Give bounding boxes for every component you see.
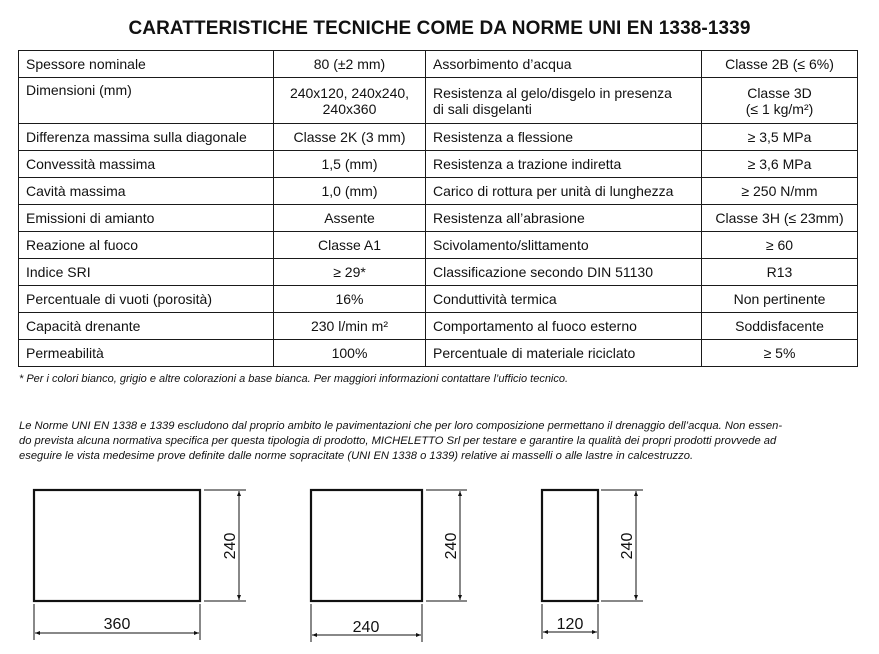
spec-value: [274, 78, 426, 124]
spec-label-line: di sali disgelanti: [433, 100, 532, 117]
spec-value: 1,5 (mm): [274, 151, 426, 178]
table-row: [19, 232, 858, 259]
note-line: Le Norme UNI EN 1338 e 1339 escludono dal proprio ambito le pavimentazioni che per loro composizione permettano il drenaggio dell’acqua. Non essen-: [19, 420, 783, 432]
note-line: do prevista alcuna normativa specifica per questa tipologia di prodotto, MICHELETTO Srl per testare e garantire la qualità dei propri prodotti provvede ad: [19, 435, 777, 447]
spec-label: Scivolamento/slittamento: [426, 232, 702, 259]
spec-value: Non pertinente: [702, 286, 858, 313]
block-drawing-360x240: [34, 490, 246, 640]
dimension-drawings: [0, 470, 879, 654]
spec-value: Soddisfacente: [702, 313, 858, 340]
spec-value: Classe 2B (≤ 6%): [702, 51, 858, 78]
table-row: [19, 178, 858, 205]
spec-value: Classe 2K (3 mm): [274, 124, 426, 151]
spec-label: Permeabilità: [19, 340, 274, 367]
spec-value: Assente: [274, 205, 426, 232]
spec-label: Emissioni di amianto: [19, 205, 274, 232]
specs-table: [18, 50, 858, 367]
block-outline: [34, 490, 200, 601]
table-row: [19, 124, 858, 151]
spec-label: Dimensioni (mm): [19, 78, 274, 124]
spec-value: [702, 78, 858, 124]
spec-value: 16%: [274, 286, 426, 313]
block-drawing-120x240: [542, 490, 643, 639]
page-title: CARATTERISTICHE TECNICHE COME DA NORME UNI EN 1338-1339: [128, 18, 751, 39]
spec-value: 230 l/min m²: [274, 313, 426, 340]
spec-label: Carico di rottura per unità di lunghezza: [426, 178, 702, 205]
spec-label: Capacità drenante: [19, 313, 274, 340]
table-row: [19, 340, 858, 367]
table-row: [19, 313, 858, 340]
spec-label: Resistenza all’abrasione: [426, 205, 702, 232]
table-row: [19, 286, 858, 313]
spec-label: Cavità massima: [19, 178, 274, 205]
spec-value: ≥ 250 N/mm: [702, 178, 858, 205]
spec-value: 80 (±2 mm): [274, 51, 426, 78]
spec-value-line: 240x360: [322, 100, 377, 117]
spec-value: ≥ 5%: [702, 340, 858, 367]
spec-label: Resistenza a flessione: [426, 124, 702, 151]
spec-label: [426, 78, 702, 124]
height-dimension-label: 240: [443, 532, 460, 560]
spec-value: 1,0 (mm): [274, 178, 426, 205]
spec-label: Resistenza a trazione indiretta: [426, 151, 702, 178]
spec-value: ≥ 3,6 MPa: [702, 151, 858, 178]
block-outline: [542, 490, 598, 601]
table-row: [19, 151, 858, 178]
block-drawing-240x240: [311, 490, 467, 642]
width-dimension-label: 120: [556, 616, 584, 633]
spec-label: Assorbimento d’acqua: [426, 51, 702, 78]
spec-value-line: 240x120, 240x240,: [289, 84, 410, 101]
height-dimension-label: 240: [222, 532, 239, 560]
spec-value: ≥ 29*: [274, 259, 426, 286]
spec-label: Percentuale di vuoti (porosità): [19, 286, 274, 313]
table-row: [19, 51, 858, 78]
spec-label: Conduttività termica: [426, 286, 702, 313]
spec-value: Classe A1: [274, 232, 426, 259]
spec-label: Indice SRI: [19, 259, 274, 286]
spec-value-line: (≤ 1 kg/m²): [745, 100, 814, 117]
spec-label: Convessità massima: [19, 151, 274, 178]
spec-label: Classificazione secondo DIN 51130: [426, 259, 702, 286]
spec-value: ≥ 60: [702, 232, 858, 259]
norms-note: [19, 419, 859, 464]
spec-value-line: Classe 3D: [747, 84, 812, 101]
table-row: [19, 259, 858, 286]
spec-label: Spessore nominale: [19, 51, 274, 78]
note-line: eseguire le vista medesime prove definite dalle norme sopracitate (UNI EN 1338 o 1339) relative ai masselli o alle lastre in calcestruzzo.: [19, 450, 694, 462]
spec-label: Comportamento al fuoco esterno: [426, 313, 702, 340]
spec-label-line: Resistenza al gelo/disgelo in presenza: [433, 84, 672, 101]
spec-value: R13: [702, 259, 858, 286]
block-outline: [311, 490, 422, 601]
spec-value: ≥ 3,5 MPa: [702, 124, 858, 151]
width-dimension-label: 360: [103, 616, 131, 633]
spec-value: 100%: [274, 340, 426, 367]
spec-label: Differenza massima sulla diagonale: [19, 124, 274, 151]
width-dimension-label: 240: [352, 619, 380, 636]
table-row: [19, 205, 858, 232]
table-row: [19, 78, 858, 124]
footnote: * Per i colori bianco, grigio e altre colorazioni a base bianca. Per maggiori informazioni contattare l’ufficio tecnico.: [19, 373, 569, 385]
height-dimension-label: 240: [619, 532, 636, 560]
spec-value: Classe 3H (≤ 23mm): [702, 205, 858, 232]
spec-label: Percentuale di materiale riciclato: [426, 340, 702, 367]
spec-label: Reazione al fuoco: [19, 232, 274, 259]
